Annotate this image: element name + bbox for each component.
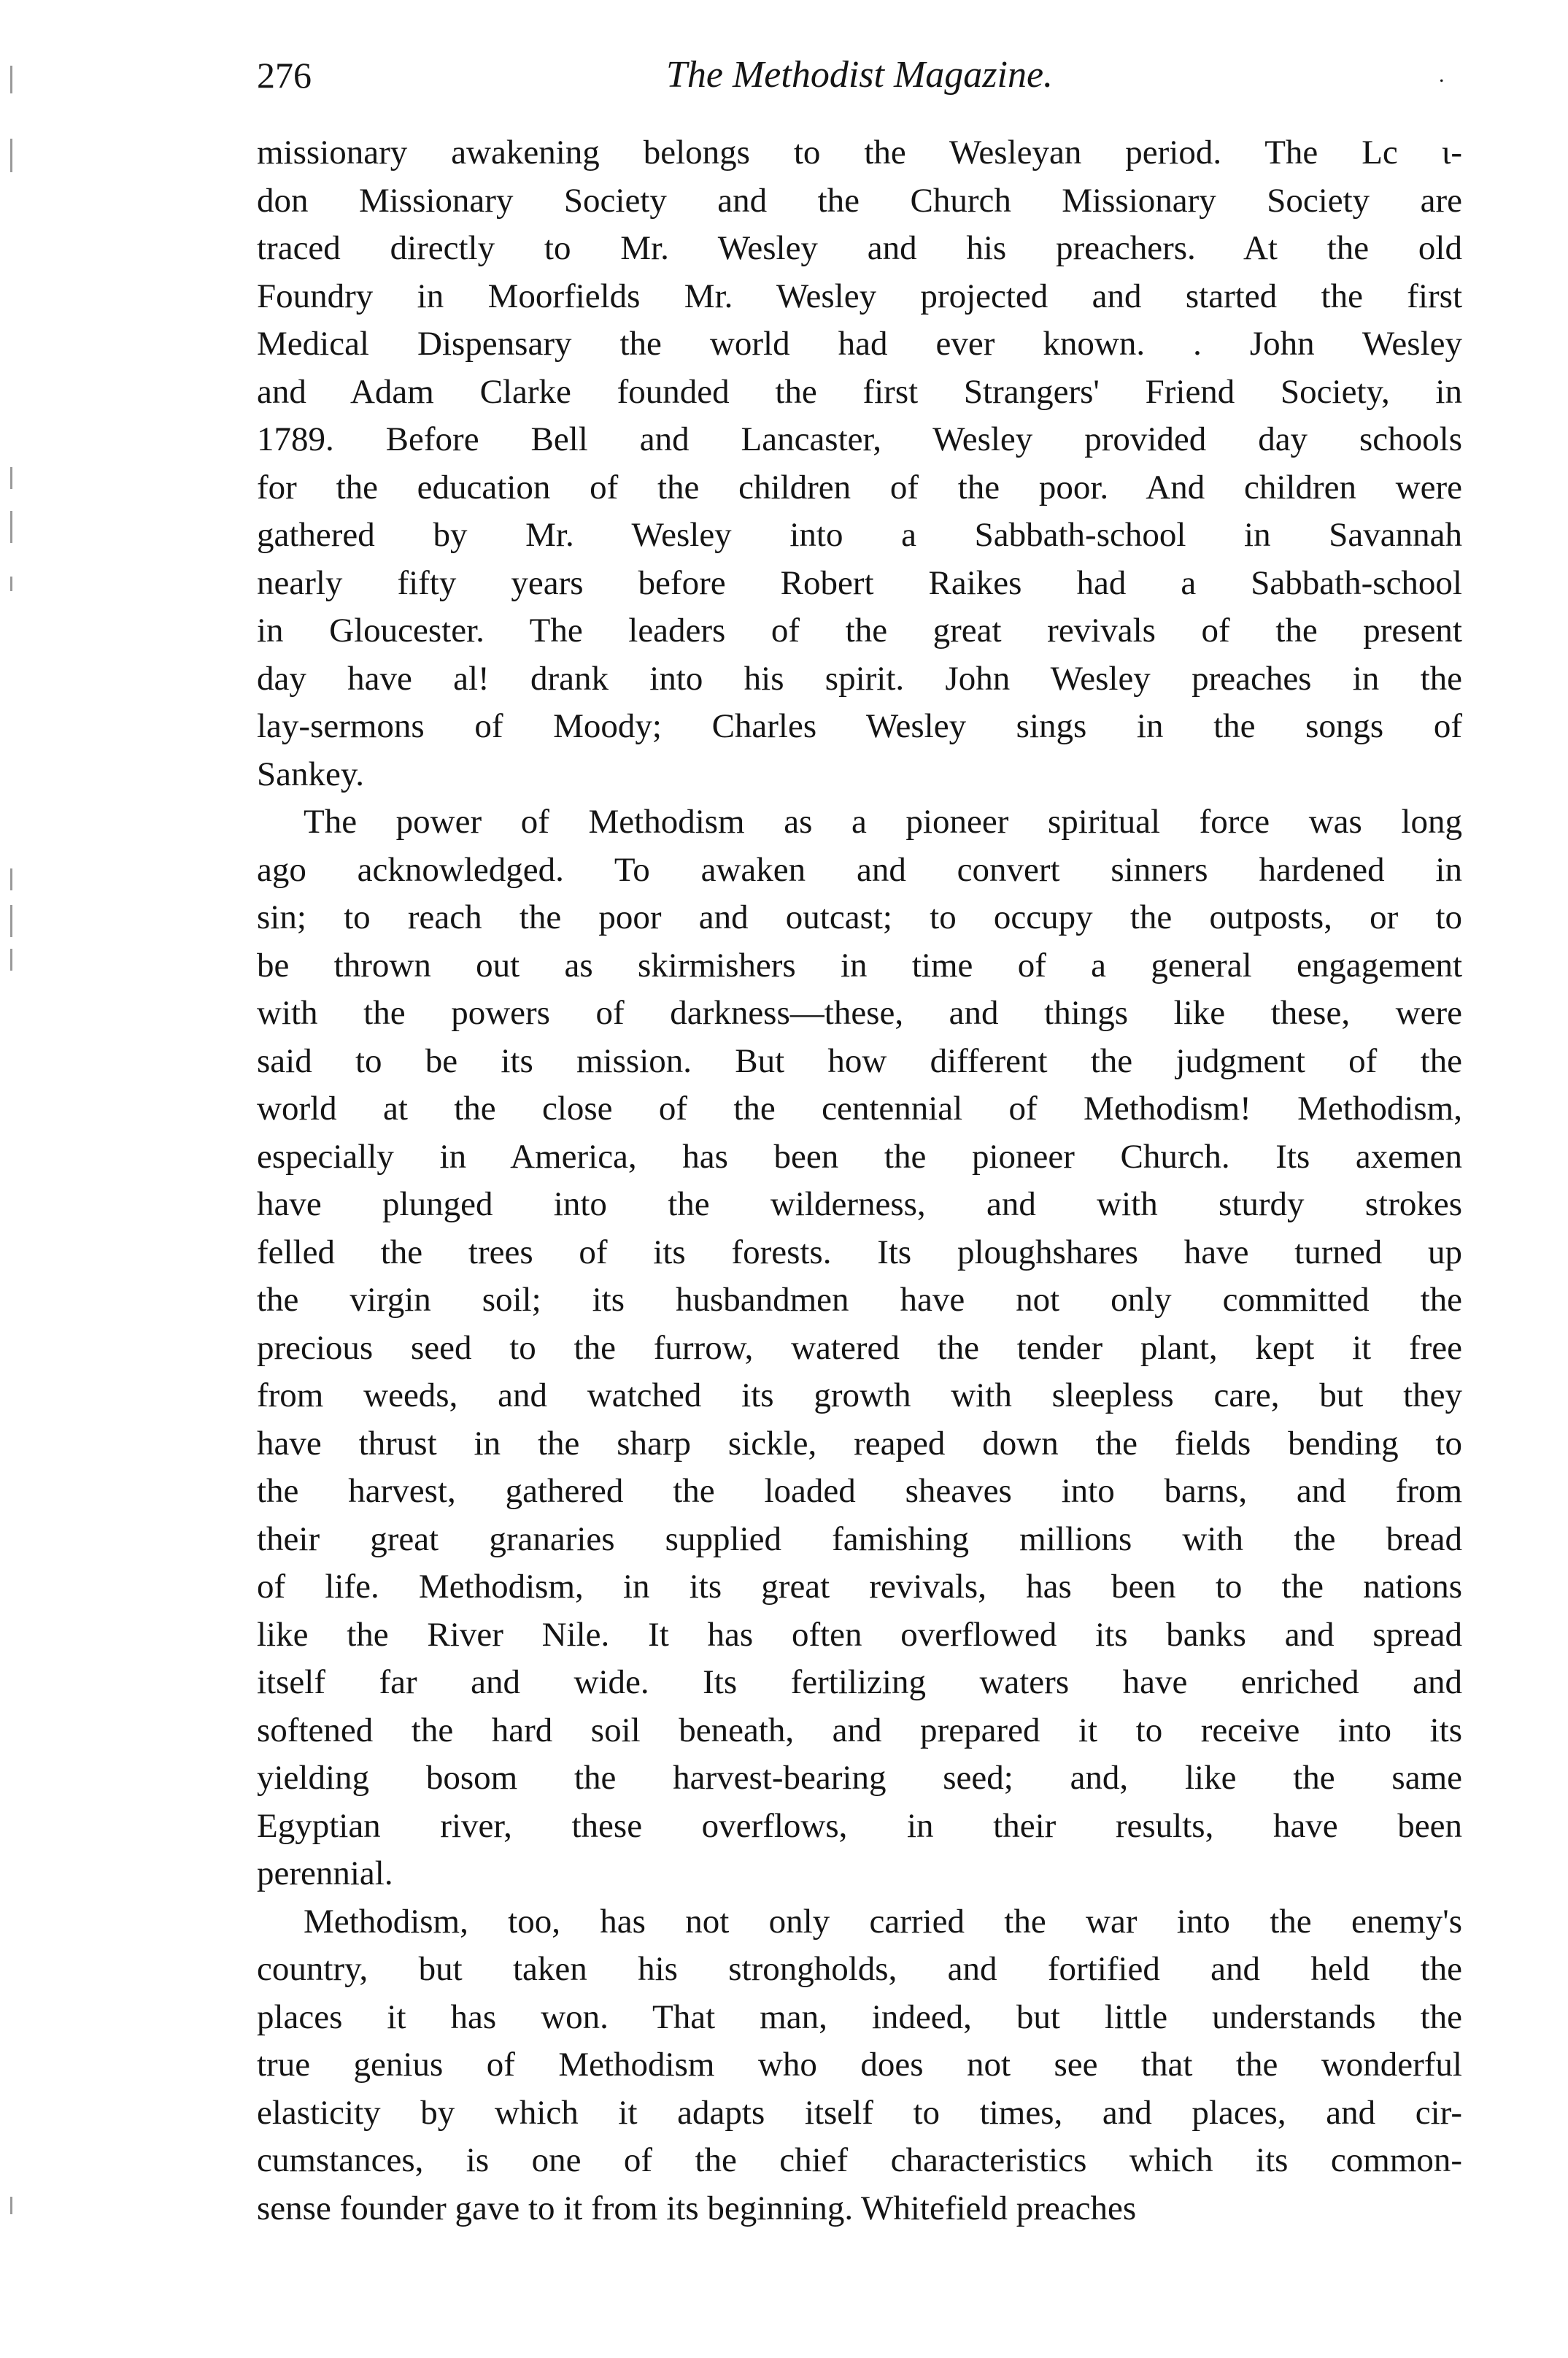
text-line: sin; to reach the poor and outcast; to occupy the outposts, or to [257,898,1462,936]
page-number: 276 [257,55,312,96]
text-line: Egyptian river, these overflows, in their results, have been [257,1806,1462,1845]
paragraph [257,1898,1462,2233]
text-line: nearly fifty years before Robert Raikes had a Sabbath-school [257,563,1462,602]
text-line: said to be its mission. But how different the judgment of the [257,1041,1462,1080]
text-line: softened the hard soil beneath, and prepared it to receive into its [257,1711,1462,1749]
text-line: elasticity by which it adapts itself to times, and places, and cir- [257,2093,1462,2132]
text-line: Methodism, too, has not only carried the war into the enemy's [304,1902,1462,1941]
scan-speck [10,577,12,591]
scan-speck [10,467,12,489]
text-line: the virgin soil; its husbandmen have not only committed the [257,1281,1462,1319]
text-line: for the education of the children of the poor. And children were [257,468,1462,506]
text-line: Foundry in Moorfields Mr. Wesley projected and started the first [257,277,1462,315]
scan-speck [10,905,12,937]
scan-margin-specks [0,0,58,2358]
text-line: Sankey. [257,755,365,793]
scan-speck [10,2197,12,2214]
text-line: felled the trees of its forests. Its ploughshares have turned up [257,1233,1462,1271]
scan-speck [10,66,12,93]
paragraph-list [257,129,1462,2232]
text-line: yielding bosom the harvest-bearing seed; and, like the same [257,1759,1462,1797]
paragraph [257,129,1462,798]
text-line: have plunged into the wilderness, and with sturdy strokes [257,1185,1462,1223]
text-line: gathered by Mr. Wesley into a Sabbath-school in Savannah [257,516,1462,554]
text-line: places it has won. That man, indeed, but little understands the [257,1997,1462,2036]
text-line: don Missionary Society and the Church Missionary Society are [257,181,1462,220]
text-line: The power of Methodism as a pioneer spiritual force was long [304,803,1462,841]
text-line: with the powers of darkness—these, and things like these, were [257,994,1462,1032]
scan-speck [10,511,12,543]
text-line: be thrown out as skirmishers in time of a general engagement [257,946,1462,985]
text-line: cumstances, is one of the chief characteristics which its common- [257,2141,1462,2179]
text-line: perennial. [257,1854,393,1892]
text-line: their great granaries supplied famishing millions with the bread [257,1519,1462,1558]
text-line: sense founder gave to it from its beginning. Whitefield preaches [257,2189,1137,2227]
text-line: lay-sermons of Moody; Charles Wesley sings in the songs of [257,707,1462,745]
text-line: have thrust in the sharp sickle, reaped down the fields bending to [257,1424,1462,1463]
scan-speck [10,868,12,890]
text-line: and Adam Clarke founded the first Strangers' Friend Society, in [257,372,1462,411]
text-line: traced directly to Mr. Wesley and his preachers. At the old [257,229,1462,267]
text-line: of life. Methodism, in its great revivals, has been to the nations [257,1568,1462,1606]
text-line: in Gloucester. The leaders of the great revivals of the present [257,612,1462,650]
text-line: 1789. Before Bell and Lancaster, Wesley provided day schools [257,420,1462,458]
body-text [257,129,1462,2232]
text-line: itself far and wide. Its fertilizing waters have enriched and [257,1663,1462,1701]
paragraph [257,798,1462,1898]
text-line: true genius of Methodism who does not see that the wonderful [257,2046,1462,2084]
text-line: Medical Dispensary the world had ever known. . John Wesley [257,325,1462,363]
text-line: especially in America, has been the pioneer Church. Its axemen [257,1137,1462,1176]
journal-title: The Methodist Magazine. [665,54,1054,96]
stray-mark: . [1439,63,1445,87]
text-line: world at the close of the centennial of Methodism! Methodism, [257,1090,1462,1128]
text-line: the harvest, gathered the loaded sheaves into barns, and from [257,1472,1462,1510]
text-line: precious seed to the furrow, watered the tender plant, kept it free [257,1328,1462,1367]
text-line: country, but taken his strongholds, and fortified and held the [257,1950,1462,1988]
text-line: like the River Nile. It has often overflowed its banks and spread [257,1615,1462,1654]
text-line: ago acknowledged. To awaken and convert sinners hardened in [257,850,1462,889]
running-head [257,50,1462,101]
scan-speck [10,949,12,971]
text-line: from weeds, and watched its growth with sleepless care, but they [257,1376,1462,1414]
text-line: day have al! drank into his spirit. John Wesley preaches in the [257,659,1462,698]
text-line: missionary awakening belongs to the Wesleyan period. The Lc ι- [257,134,1462,172]
scan-speck [10,139,12,172]
